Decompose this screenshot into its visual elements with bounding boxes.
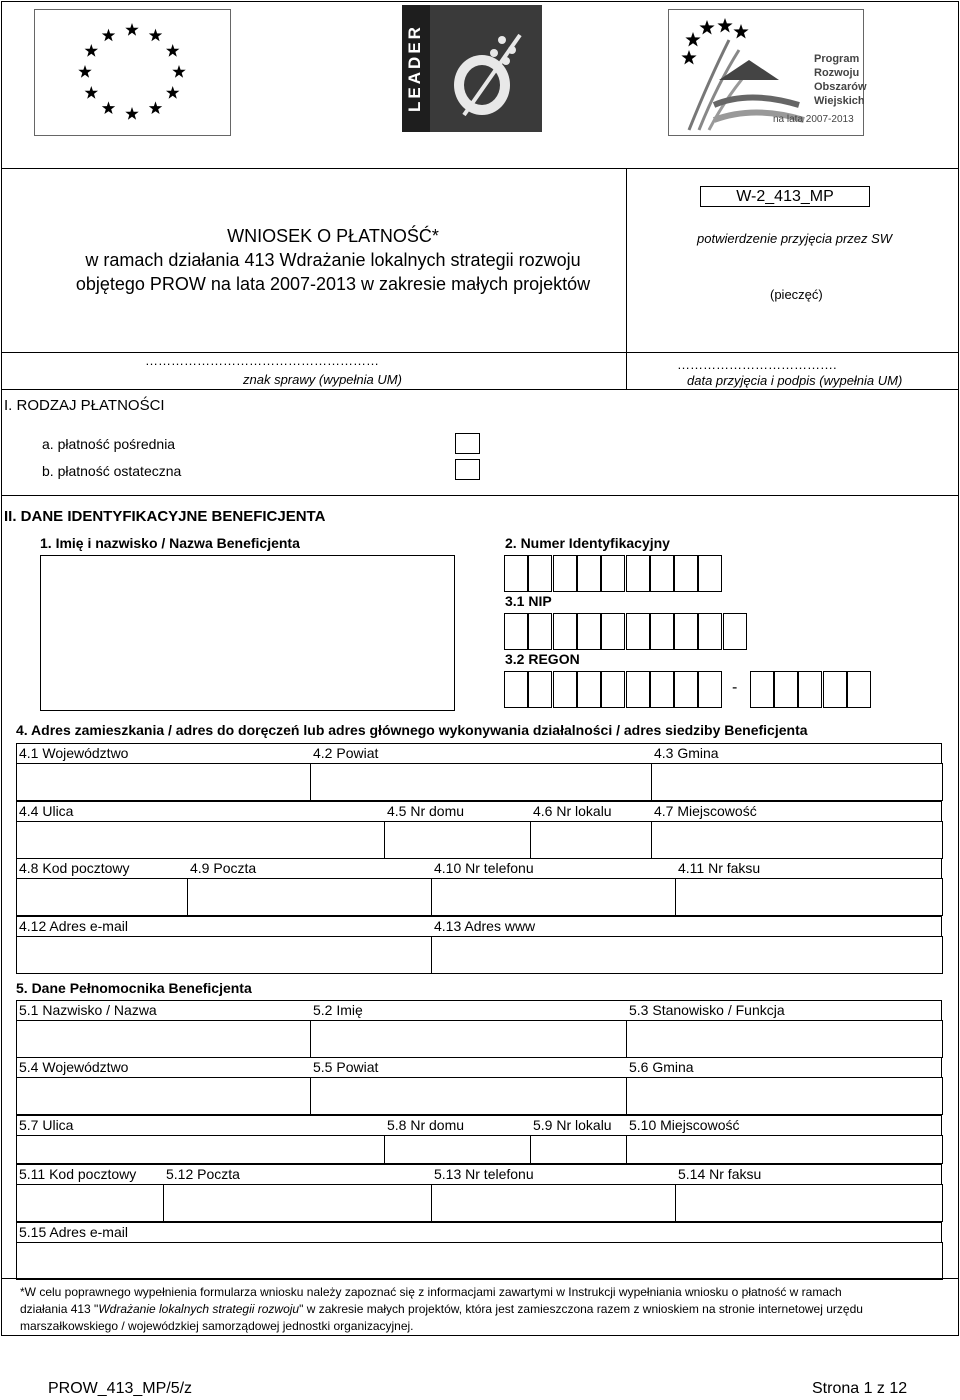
nip-digit-box[interactable]: [528, 613, 552, 650]
eu-star-icon: [85, 44, 98, 57]
regon-digit-box[interactable]: [577, 671, 601, 708]
eu-star-icon: [125, 23, 138, 36]
proxy-surname-label: 5.1 Nazwisko / Nazwa: [19, 1002, 157, 1018]
nip-digit-box[interactable]: [626, 613, 650, 650]
footnote: *W celu poprawnego wypełnienia formularza wniosku należy zapoznać się z informacjami zawartymi w Instrukcji wypełniania wniosku o płatność w ramach działania 413 "Wdrażanie lokalnych strategii rozwoju" w zakresie małych projektów, która jest zamieszczona razem z wnioskiem na stronie internetowej urzędu marszałkowskiego / wojewódzkiej samorządowej jednostki organizacyjnej.: [20, 1285, 863, 1333]
proxy-phone-label: 5.13 Nr telefonu: [434, 1166, 534, 1182]
prow-star-icon: [681, 50, 696, 65]
nip-digit-box[interactable]: [553, 613, 577, 650]
option-b-label: b. płatność ostateczna: [42, 463, 182, 479]
postal-code-input[interactable]: [16, 878, 188, 916]
id-number-digit-box[interactable]: [674, 555, 698, 592]
post-office-label: 4.9 Poczta: [190, 860, 257, 876]
county-input[interactable]: [310, 763, 652, 801]
proxy-city-input[interactable]: [626, 1135, 943, 1164]
regon-digit-box[interactable]: [528, 671, 552, 708]
regon-digit-box[interactable]: [750, 671, 774, 708]
nip-digit-box[interactable]: [650, 613, 674, 650]
grid-label-strip: [16, 1115, 942, 1136]
post-office-input[interactable]: [187, 878, 432, 916]
eu-star-icon: [166, 44, 179, 57]
postal-code-label: 4.8 Kod pocztowy: [19, 860, 130, 876]
proxy-voivodeship-input[interactable]: [16, 1077, 311, 1115]
form-code-box: [700, 186, 870, 207]
address-section-label: 4. Adres zamieszkania / adres do doręczeń lub adres głównego wykonywania działalności / adres siedziby Beneficjenta: [16, 722, 808, 738]
website-label: 4.13 Adres www: [434, 918, 536, 934]
regon-digit-box[interactable]: [650, 671, 674, 708]
regon-digit-box[interactable]: [504, 671, 528, 708]
commune-label: 4.3 Gmina: [654, 745, 719, 761]
eu-star-icon: [125, 107, 138, 120]
eu-star-icon: [172, 65, 185, 78]
id-number-digit-box[interactable]: [650, 555, 674, 592]
street-label: 4.4 Ulica: [19, 803, 74, 819]
eu-star-icon: [102, 29, 115, 42]
date-sign-label: data przyjęcia i podpis (wypełnia UM): [687, 373, 903, 388]
flat-number-input[interactable]: [530, 821, 652, 859]
flat-number-label: 4.6 Nr lokalu: [533, 803, 612, 819]
leader-logo: [402, 5, 542, 132]
eu-star-icon: [78, 65, 91, 78]
proxy-house-number-input[interactable]: [384, 1135, 531, 1164]
prow-star-icon: [717, 18, 732, 33]
nip-digit-box[interactable]: [504, 613, 528, 650]
footnote-top-line: [1, 1278, 959, 1279]
grid-label-strip: [16, 801, 942, 822]
regon-digit-box[interactable]: [601, 671, 625, 708]
beneficiary-name-input[interactable]: [40, 555, 455, 711]
id-number-digit-box[interactable]: [698, 555, 722, 592]
eu-star-icon: [149, 101, 162, 114]
proxy-street-input[interactable]: [16, 1135, 385, 1164]
proxy-first-name-label: 5.2 Imię: [313, 1002, 363, 1018]
grid-label-strip: [16, 1222, 942, 1243]
county-label: 4.2 Powiat: [313, 745, 379, 761]
phone-label: 4.10 Nr telefonu: [434, 860, 534, 876]
id-number-digit-box[interactable]: [577, 555, 601, 592]
voivodeship-input[interactable]: [16, 763, 311, 801]
proxy-post-office-input[interactable]: [163, 1184, 432, 1222]
regon-digit-box[interactable]: [674, 671, 698, 708]
proxy-fax-label: 5.14 Nr faksu: [678, 1166, 762, 1182]
regon-digit-box[interactable]: [774, 671, 798, 708]
id-number-digit-box[interactable]: [528, 555, 552, 592]
proxy-commune-input[interactable]: [626, 1077, 943, 1115]
regon-label: 3.2 REGON: [505, 651, 580, 667]
eu-star-icon: [85, 86, 98, 99]
proxy-fax-input[interactable]: [675, 1184, 943, 1222]
nip-digit-box[interactable]: [577, 613, 601, 650]
nip-label: 3.1 NIP: [505, 593, 552, 609]
beneficiary-name-label: 1. Imię i nazwisko / Nazwa Beneficjenta: [40, 535, 300, 551]
proxy-post-office-label: 5.12 Poczta: [166, 1166, 240, 1182]
voivodeship-label: 4.1 Województwo: [19, 745, 129, 761]
header-top-line: [1, 168, 959, 169]
id-number-digit-box[interactable]: [504, 555, 528, 592]
house-number-label: 4.5 Nr domu: [387, 803, 465, 819]
proxy-voivodeship-label: 5.4 Województwo: [19, 1059, 129, 1075]
eu-star-icon: [149, 29, 162, 42]
id-number-label: 2. Numer Identyfikacyjny: [505, 535, 670, 551]
regon-digit-box[interactable]: [847, 671, 871, 708]
eu-logo: [34, 9, 231, 136]
prow-logo-years: na lata 2007-2013: [773, 114, 854, 125]
prow-logo: [668, 9, 867, 136]
house-number-input[interactable]: [384, 821, 531, 859]
proxy-county-input[interactable]: [310, 1077, 627, 1115]
option-a-label: a. płatność pośrednia: [42, 436, 176, 452]
email-label: 4.12 Adres e-mail: [19, 918, 128, 934]
grid-label-strip: [16, 1057, 942, 1078]
proxy-email-input[interactable]: [16, 1242, 943, 1280]
leader-text: LEADER: [405, 24, 424, 112]
proxy-position-input[interactable]: [626, 1020, 943, 1058]
nip-digit-box[interactable]: [674, 613, 698, 650]
footer-code: PROW_413_MP/5/z: [48, 1380, 193, 1397]
case-mark-label: znak sprawy (wypełnia UM): [243, 372, 402, 387]
proxy-surname-input[interactable]: [16, 1020, 311, 1058]
eu-flag-icon: [35, 10, 230, 135]
case-mark-dots: ………………………………………………: [145, 353, 379, 368]
fax-label: 4.11 Nr faksu: [678, 860, 761, 876]
option-a-checkbox[interactable]: [455, 433, 480, 454]
website-input[interactable]: [431, 936, 943, 974]
prow-star-icon: [733, 24, 748, 39]
street-input[interactable]: [16, 821, 385, 859]
footer-page: Strona 1 z 12: [812, 1380, 908, 1397]
id-number-digit-box[interactable]: [553, 555, 577, 592]
section2-title: II. DANE IDENTYFIKACYJNE BENEFICJENTA: [4, 508, 326, 525]
regon-digit-box[interactable]: [698, 671, 722, 708]
proxy-position-label: 5.3 Stanowisko / Funkcja: [629, 1002, 785, 1018]
city-label: 4.7 Miejscowość: [654, 803, 757, 819]
regon-digit-box[interactable]: [553, 671, 577, 708]
confirmation-label: potwierdzenie przyjęcia przez SW: [697, 231, 893, 246]
eu-star-icon: [102, 101, 115, 114]
proxy-flat-number-input[interactable]: [530, 1135, 627, 1164]
nip-digit-box[interactable]: [723, 613, 747, 650]
proxy-postal-code-input[interactable]: [16, 1184, 164, 1222]
prow-logo-text: Program Rozwoju Obszarów Wiejskich: [814, 53, 867, 107]
id-number-digit-box[interactable]: [626, 555, 650, 592]
id-number-digit-box[interactable]: [601, 555, 625, 592]
email-input[interactable]: [16, 936, 432, 974]
header-bottom-line: [1, 389, 959, 390]
proxy-phone-input[interactable]: [431, 1184, 676, 1222]
nip-digit-box[interactable]: [698, 613, 722, 650]
prow-star-icon: [699, 20, 714, 35]
section1-bottom-line: [1, 495, 959, 496]
proxy-section-label: 5. Dane Pełnomocnika Beneficjenta: [16, 980, 252, 996]
regon-digit-box[interactable]: [823, 671, 847, 708]
city-input[interactable]: [651, 821, 943, 859]
proxy-commune-label: 5.6 Gmina: [629, 1059, 694, 1075]
proxy-county-label: 5.5 Powiat: [313, 1059, 379, 1075]
proxy-email-label: 5.15 Adres e-mail: [19, 1224, 128, 1240]
option-b-checkbox[interactable]: [455, 459, 480, 480]
form-code: W-2_413_MP: [736, 188, 834, 205]
section1-title: I. RODZAJ PŁATNOŚCI: [4, 397, 165, 414]
stamp-label: (pieczęć): [770, 287, 823, 302]
header-divider: [626, 168, 627, 389]
commune-input[interactable]: [651, 763, 943, 801]
fax-input[interactable]: [675, 878, 943, 916]
date-sign-dots: ……………………………….: [677, 357, 837, 372]
regon-digit-box[interactable]: [626, 671, 650, 708]
proxy-city-label: 5.10 Miejscowość: [629, 1117, 740, 1133]
proxy-postal-code-label: 5.11 Kod pocztowy: [19, 1166, 137, 1182]
regon-digit-box[interactable]: [798, 671, 822, 708]
regon-dash: -: [732, 679, 738, 696]
nip-digit-box[interactable]: [601, 613, 625, 650]
proxy-street-label: 5.7 Ulica: [19, 1117, 74, 1133]
proxy-first-name-input[interactable]: [310, 1020, 627, 1058]
eu-star-icon: [166, 86, 179, 99]
proxy-flat-number-label: 5.9 Nr lokalu: [533, 1117, 612, 1133]
form-title: WNIOSEK O PŁATNOŚĆ* w ramach działania 413 Wdrażanie lokalnych strategii rozwoju objętego PROW na lata 2007-2013 w zakresie małych projektów: [75, 226, 591, 294]
proxy-house-number-label: 5.8 Nr domu: [387, 1117, 465, 1133]
prow-star-icon: [685, 32, 700, 47]
grid-label-strip: [16, 743, 942, 764]
phone-input[interactable]: [431, 878, 676, 916]
